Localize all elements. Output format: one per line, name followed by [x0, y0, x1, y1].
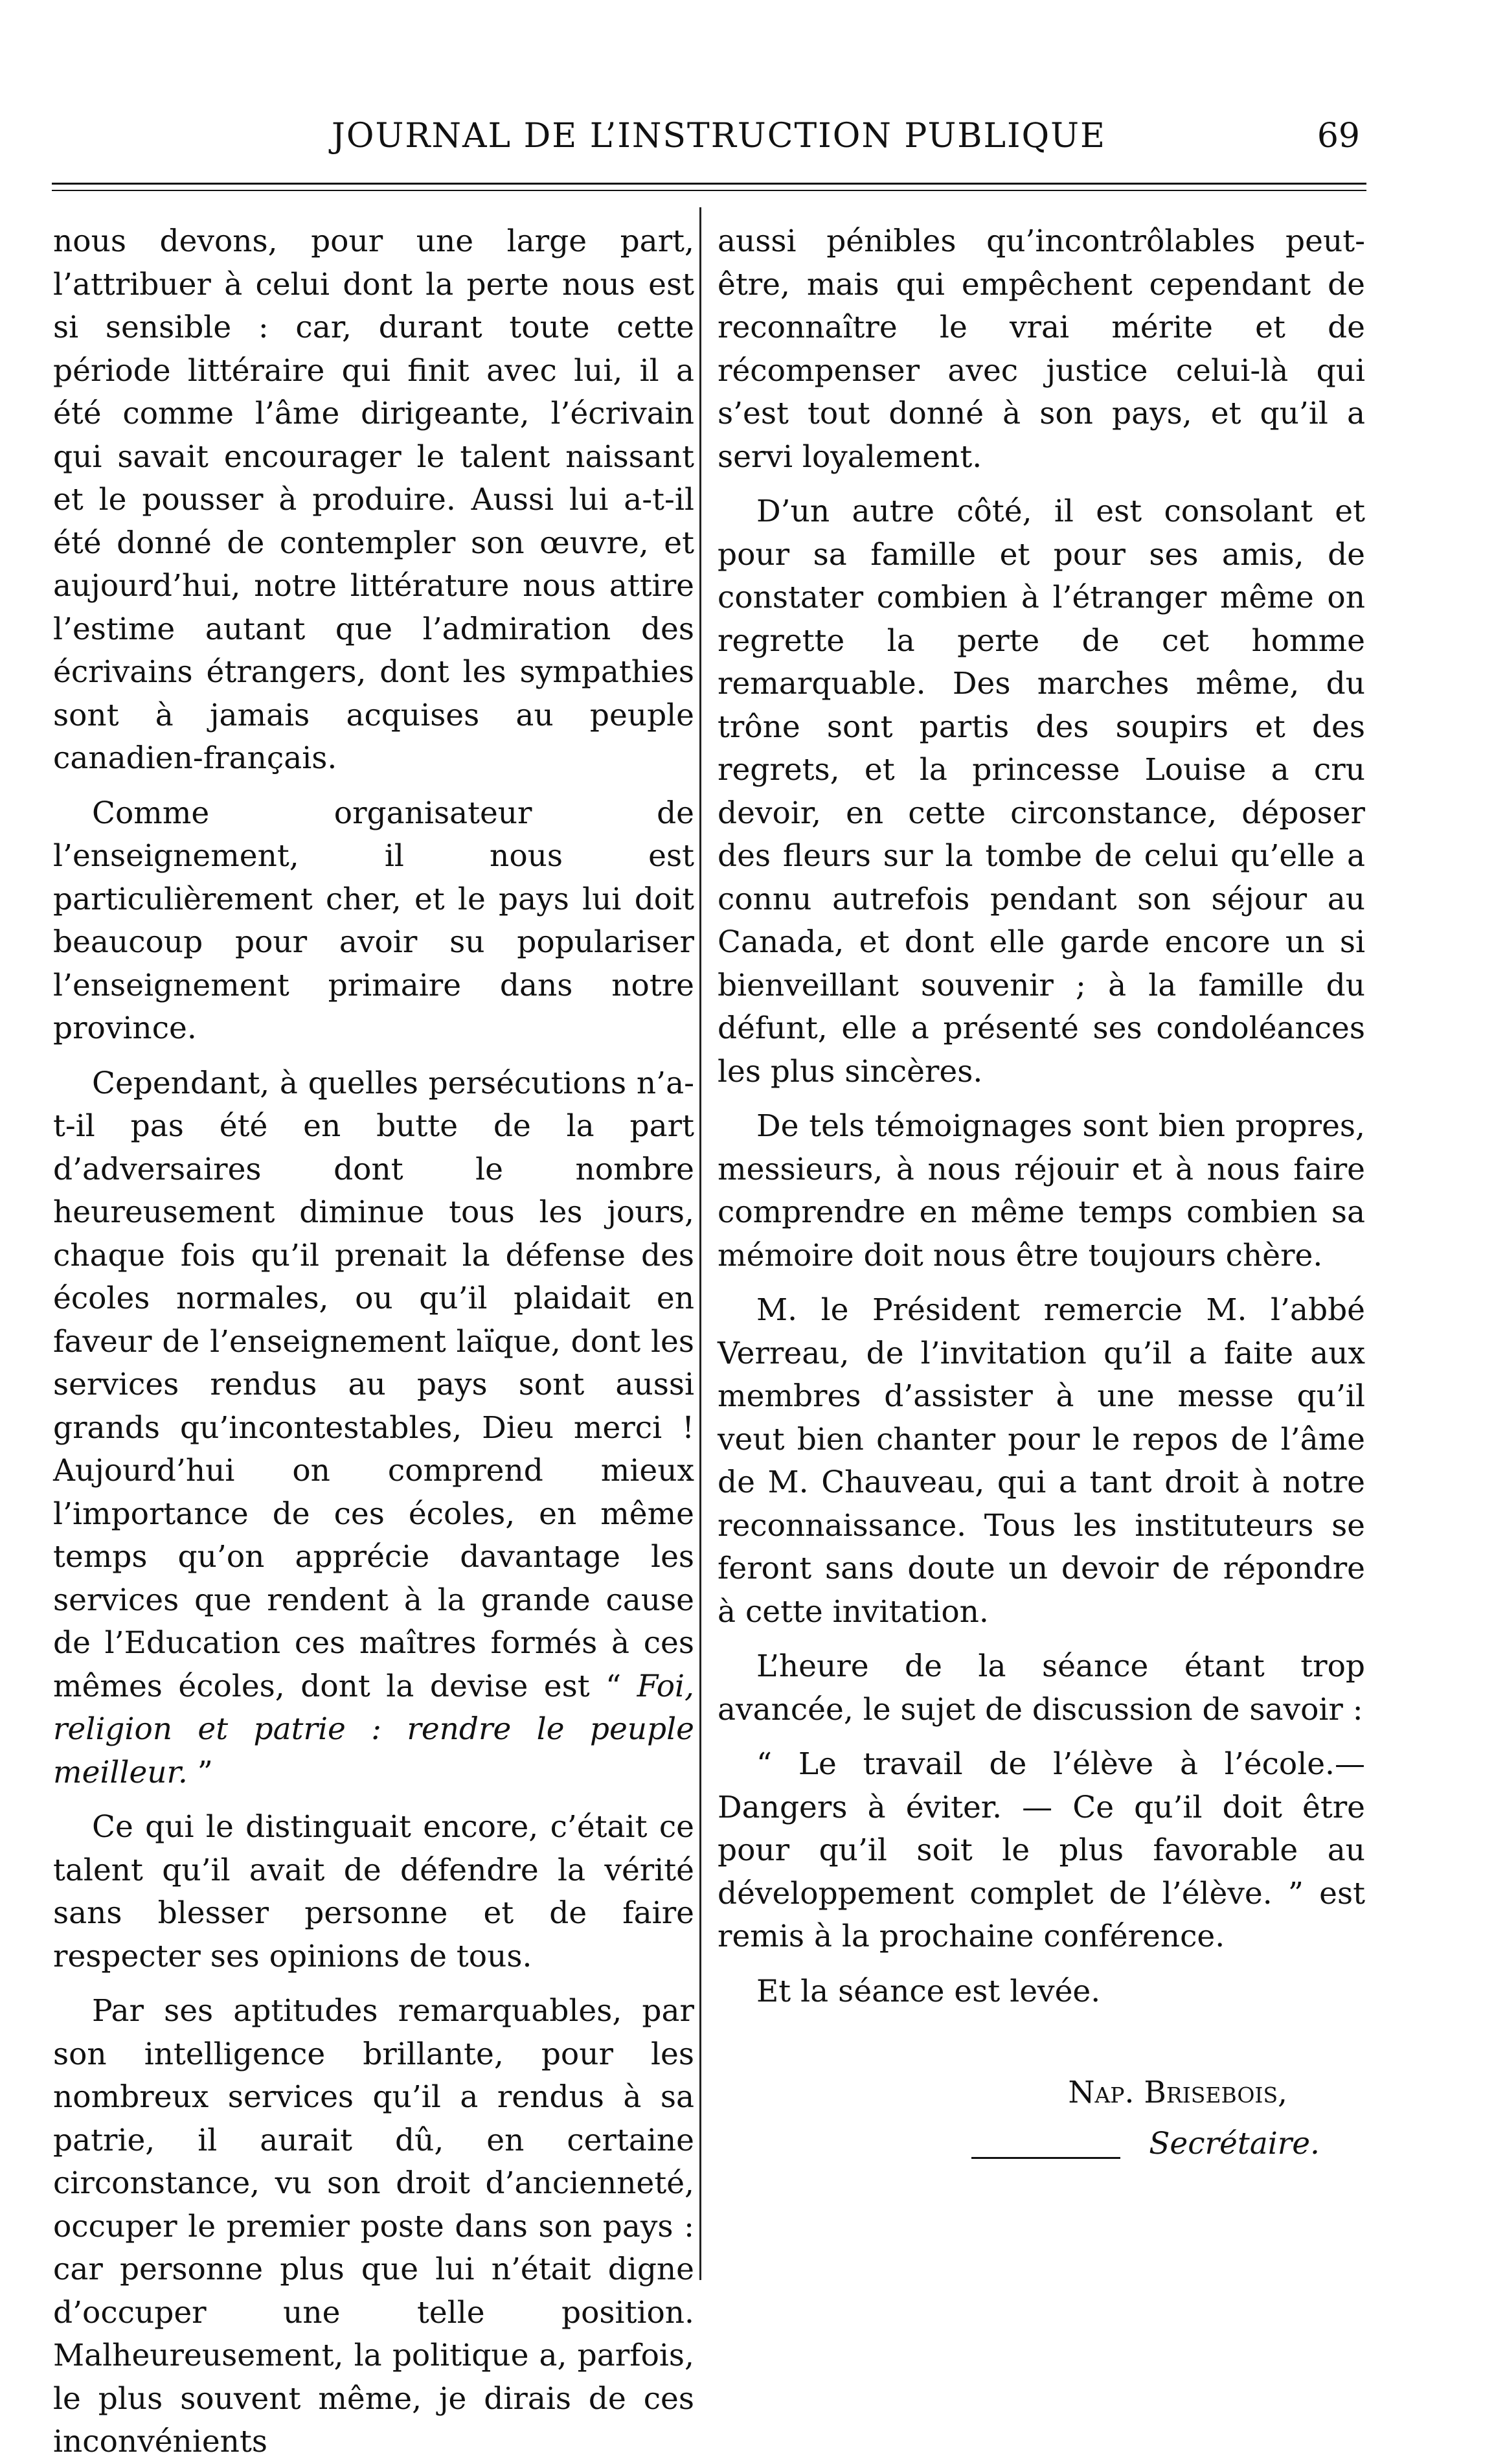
- paragraph: aussi pénibles qu’incontrôlables peut-être, mais qui empêchent cependant de reconnaître le vrai mérite et de récompenser avec justice celui-là qui s’est tout donné à son pays, et qu’il a servi loyalement.: [718, 223, 1365, 475]
- left-column: [53, 220, 694, 2464]
- paragraph: M. le Président remercie M. l’abbé Verreau, de l’invitation qu’il a faite aux membres d’assister à une messe qu’il veut bien chanter pour le repos de l’âme de M. Chauveau, qui a tant droit à notre reconnaissance. Tous les instituteurs se feront sans doute un devoir de répondre à cette invitation.: [718, 1292, 1365, 1630]
- column-divider: [699, 207, 701, 2280]
- right-column: [718, 220, 1365, 2165]
- paragraph: Par ses aptitudes remarquables, par son intelligence brillante, pour les nombreux services qu’il a rendus à sa patrie, il aurait dû, en certaine circonstance, vu son droit d’ancienneté, occuper le premier poste dans son pays : car personne plus que lui n’était digne d’occuper une telle position. Malheureusement, la politique a, parfois, le plus souvent même, je dirais de ces inconvénients: [53, 1993, 694, 2459]
- paragraph: L’heure de la séance étant trop avancée, le sujet de discussion de savoir :: [718, 1648, 1365, 1728]
- paragraph: Ce qui le distinguait encore, c’était ce talent qu’il avait de défendre la vérité sans blesser personne et de faire respecter ses opinions de tous.: [53, 1809, 694, 1974]
- paragraph-text: Cependant, à quelles persécutions n’a-t-il pas été en butte de la part d’adversaires dont le nombre heureusement diminue tous les jours, chaque fois qu’il prenait la défense des écoles normales, ou qu’il plaidait en faveur de l’enseignement laïque, dont les services rendus au pays sont aussi grands qu’incontestables, Dieu merci ! Aujourd’hui on comprend mieux l’importance de ces écoles, en même temps qu’on apprécie davantage les services que rendent à la grande cause de l’Education ces maîtres formés à ces mêmes écoles, dont la devise est “: [53, 1065, 694, 1704]
- paragraph: [53, 1062, 694, 1795]
- signature-name: [718, 2071, 1365, 2115]
- paragraph: “ Le travail de l’élève à l’école.—Dangers à éviter. — Ce qu’il doit être pour qu’il soit le plus favorable au développement complet de l’élève. ” est remis à la prochaine conférence.: [718, 1746, 1365, 1954]
- page-header: [52, 117, 1373, 168]
- paragraph: D’un autre côté, il est consolant et pour sa famille et pour ses amis, de constater combien à l’étranger même on regrette la perte de cet homme remarquable. Des marches même, du trône sont partis des soupirs et des regrets, et la princesse Louise a cru devoir, en cette circonstance, déposer des fleurs sur la tombe de celui qu’elle a connu autrefois pendant son séjour au Canada, et dont elle garde encore un si bienveillant souvenir ; à la famille du défunt, elle a présenté ses condoléances les plus sincères.: [718, 494, 1365, 1089]
- paragraph: De tels témoignages sont bien propres, messieurs, à nous réjouir et à nous faire comprendre en même temps combien sa mémoire doit nous être toujours chère.: [718, 1108, 1365, 1273]
- motto: Foi, religion et patrie : rendre le peuple meilleur.: [53, 1668, 694, 1790]
- header-rule: [52, 183, 1366, 191]
- signature-name-text: Nap. Brisebois,: [1068, 2075, 1287, 2110]
- paragraph: nous devons, pour une large part, l’attribuer à celui dont la perte nous est si sensible : car, durant toute cette période littéraire qui finit avec lui, il a été comme l’âme dirigeante, l’écrivain qui savait encourager le talent naissant et le pousser à produire. Aussi lui a-t-il été donné de contempler son œuvre, et aujourd’hui, notre littérature nous attire l’estime autant que l’admiration des écrivains étrangers, dont les sympathies sont à jamais acquises au peuple canadien-français.: [53, 223, 694, 776]
- signature-role: Secrétaire.: [1149, 2125, 1320, 2162]
- paragraph: Comme organisateur de l’enseignement, il nous est particulièrement cher, et le pays lui doit beaucoup pour avoir su populariser l’enseignement primaire dans notre province.: [53, 795, 694, 1046]
- paragraph: Et la séance est levée.: [756, 1973, 1101, 2009]
- page-number: 69: [1317, 117, 1360, 155]
- end-rule: [971, 2157, 1120, 2159]
- closing-quote: ”: [187, 1754, 213, 1790]
- journal-title: JOURNAL DE L’INSTRUCTION PUBLIQUE: [332, 117, 1106, 155]
